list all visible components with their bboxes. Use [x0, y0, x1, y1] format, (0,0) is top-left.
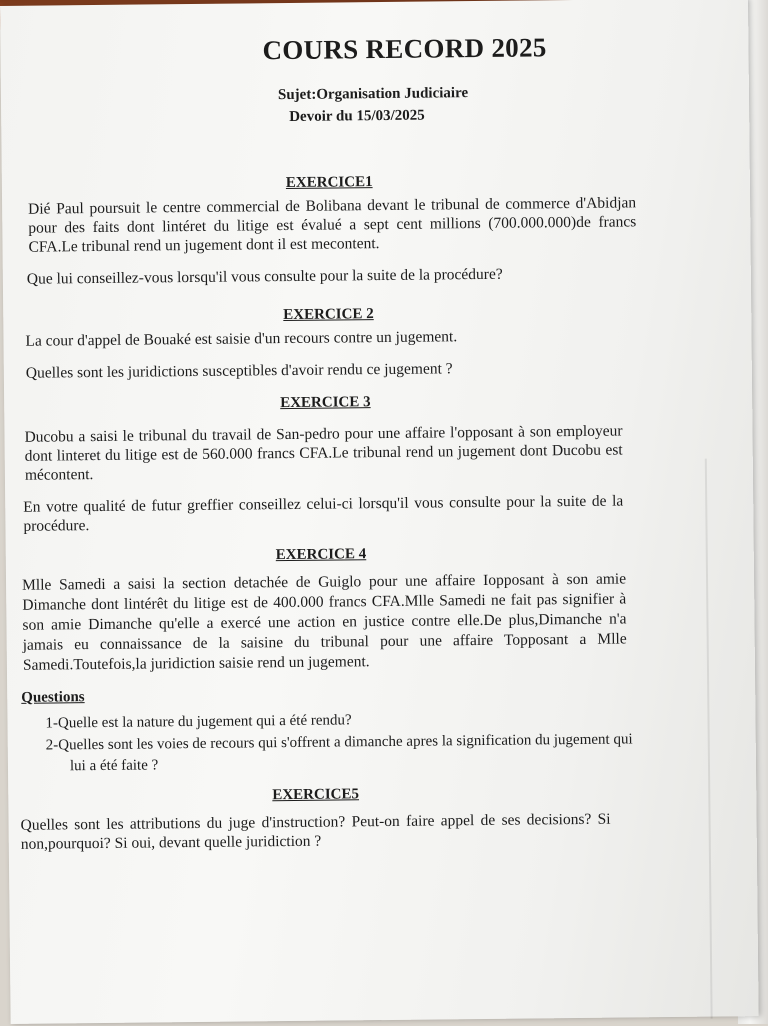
exercise-3-question: En votre qualité de futur greffier conseillez celui-ci lorsqu'il vous consulte pour la suite de la procédure. — [23, 492, 624, 535]
paper-fold — [705, 459, 713, 1019]
exercise-2-question: Quelles sont les juridictions susceptibles d'avoir rendu ce jugement ? — [25, 360, 453, 382]
question-2: 2-Quelles sont les voies de recours qui s'offrent a dimanche apres la signification du jugement qui lui a été faite ? — [45, 731, 633, 775]
subject-line: Sujet:Organisation Judiciaire — [277, 85, 469, 104]
questions-heading: Questions — [21, 689, 85, 706]
exercise-3-heading: EXERCICE 3 — [280, 394, 371, 412]
exercise-5-heading: EXERCICE5 — [272, 786, 360, 804]
exercise-1-heading: EXERCICE1 — [285, 174, 373, 192]
exercise-1-question: Que lui conseillez-vous lorsqu'il vous consulte pour la suite de la procédure? — [26, 265, 503, 288]
document-title: COURS RECORD 2025 — [262, 32, 547, 66]
exercise-2-heading: EXERCICE 2 — [283, 306, 374, 324]
question-1: 1-Quelle est la nature du jugement qui a été rendu? — [45, 712, 352, 732]
exercise-4-statement: Mlle Samedi a saisi la section detachée de Guiglo pour une affaire Iopposant à son amie Dimanche dont lintérêt du litige est de 400.000 francs CFA.Mlle Samedi ne fait pas signifier à son amie Dimanche qu'elle a exercé une action en justice contre elle.De plus,Dimanche n'a jamais eu connaissance de la saisine du tribunal pour une affaire Topposant a Mlle Samedi.Toutefois,la juridiction saisie rend un jugement. — [21, 570, 627, 674]
exercise-1-statement: Dié Paul poursuit le centre commercial de Bolibana devant le tribunal de commerce d'Abidjan pour des faits dont lintéret du litige est évalué a sept cent millions (700.000.000)de francs CFA.Le tribunal rend un jugement dont il est mecontent. — [28, 194, 637, 256]
exercise-3-statement: Ducobu a saisi le tribunal du travail de San-pedro pour une affaire l'opposant à son employeur dont linteret du litige est de 560.000 francs CFA.Le tribunal rend un jugement dont Ducobu est mécontent. — [24, 422, 623, 484]
date-line: Devoir du 15/03/2025 — [289, 107, 425, 125]
exercise-2-statement: La cour d'appel de Bouaké est saisie d'un recours contre un jugement. — [25, 328, 458, 350]
exercise-4-heading: EXERCICE 4 — [275, 546, 367, 564]
exercise-5-question: Quelles sont les attributions du juge d'instruction? Peut-on faire appel de ses decisions? Si non,pourquoi? Si oui, devant quelle juridiction ? — [20, 810, 611, 853]
